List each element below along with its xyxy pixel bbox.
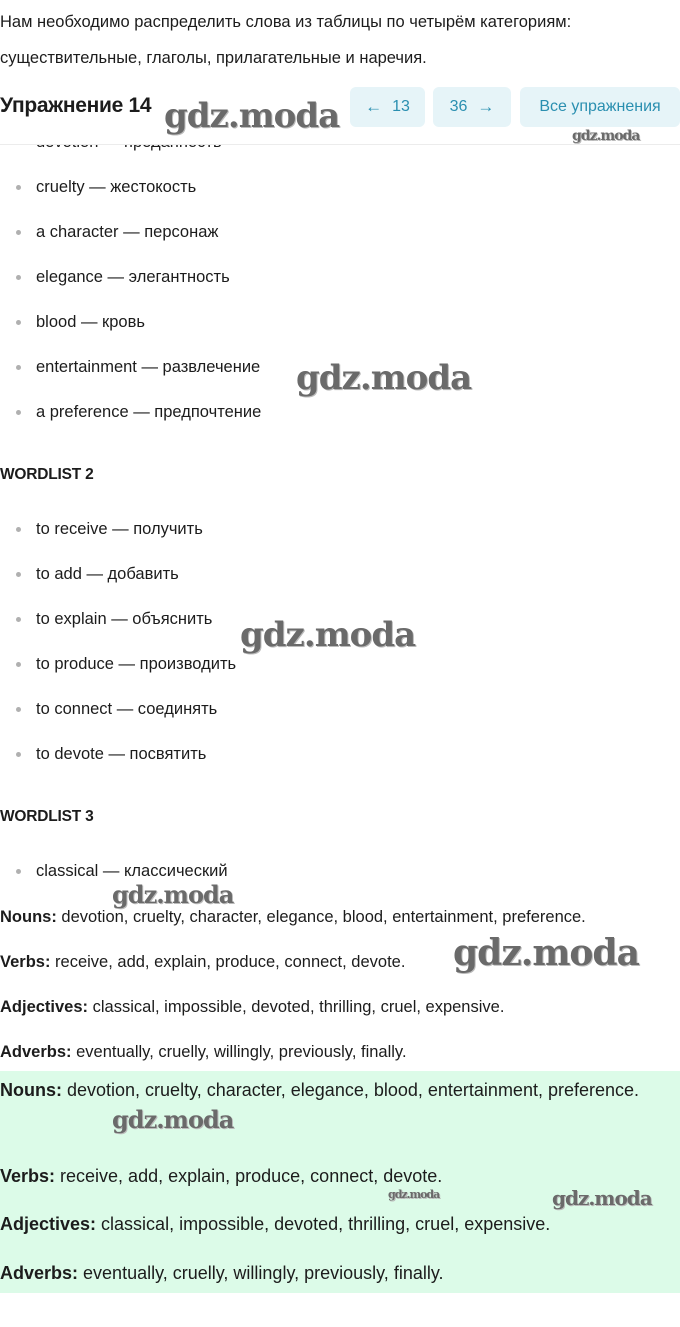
adverbs-text: eventually, cruelly, willingly, previously, finally. <box>71 1043 407 1061</box>
next-exercise-button[interactable] <box>433 87 511 127</box>
bullet-icon <box>16 365 21 370</box>
wordlist-2-heading: WORDLIST 2 <box>0 466 94 483</box>
verbs-label: Verbs: <box>0 953 51 971</box>
list-item <box>0 390 261 435</box>
watermark: gdz.moda <box>112 1105 234 1134</box>
wordlist-2 <box>0 507 236 777</box>
list-item-text: classical — классический <box>36 862 228 880</box>
bullet-icon <box>16 707 21 712</box>
wordlist-3-heading: WORDLIST 3 <box>0 808 94 825</box>
watermark: gdz.moda <box>112 880 234 909</box>
list-item <box>0 732 236 777</box>
next-exercise-label: 36 <box>449 98 468 115</box>
highlight-nouns <box>0 1071 640 1110</box>
list-item-text: a character — персонаж <box>36 223 219 241</box>
all-exercises-button[interactable]: Все упражнения <box>520 87 680 127</box>
bullet-icon <box>16 230 21 235</box>
nouns-label: Nouns: <box>0 908 57 926</box>
bullet-icon <box>16 275 21 280</box>
answer-highlight-box <box>0 1071 680 1293</box>
nouns-text: devotion, cruelty, character, elegance, blood, entertainment, preference. <box>56 908 586 926</box>
watermark: gdz.moda <box>164 96 340 136</box>
arrow-left-icon: ← <box>365 97 383 116</box>
list-item <box>0 687 236 732</box>
list-item <box>0 300 261 345</box>
list-item-text: to devote — посвятить <box>36 745 207 763</box>
watermark: gdz.moda <box>296 358 472 398</box>
bullet-icon <box>16 320 21 325</box>
list-item <box>0 165 261 210</box>
watermark: gdz.moda <box>453 932 639 974</box>
bullet-icon <box>16 869 21 874</box>
list-item-text: to produce — производить <box>36 655 237 673</box>
list-item-text: cruelty — жестокость <box>36 178 197 196</box>
list-item <box>0 255 261 300</box>
bullet-icon <box>16 527 21 532</box>
bullet-icon <box>16 617 21 622</box>
exercise-header <box>0 84 680 145</box>
adjectives-text: classical, impossible, devoted, thrilling, cruel, expensive. <box>96 1214 551 1234</box>
bullet-icon <box>16 185 21 190</box>
watermark: gdz.moda <box>552 1186 652 1210</box>
list-item <box>0 642 236 687</box>
list-item-text: to connect — соединять <box>36 700 218 718</box>
bullet-icon <box>16 662 21 667</box>
watermark: gdz.moda <box>240 615 416 655</box>
wordlist-3 <box>0 849 228 894</box>
list-item-text: to receive — получить <box>36 520 203 538</box>
list-item-text: a preference — предпочтение <box>36 403 262 421</box>
list-item <box>0 552 236 597</box>
answer-adjectives <box>0 998 676 1017</box>
intro-text: Нам необходимо распределить слова из таблицы по четырём категориям: существительные, глаголы, прилагательные и наречия. <box>0 13 572 67</box>
answer-verbs <box>0 953 676 972</box>
bullet-icon <box>16 410 21 415</box>
highlight-verbs <box>0 1157 676 1196</box>
highlight-adverbs <box>0 1254 676 1293</box>
prev-exercise-button[interactable] <box>350 87 425 127</box>
adjectives-text: classical, impossible, devoted, thrilling, cruel, expensive. <box>88 998 505 1016</box>
list-item <box>0 345 261 390</box>
list-item <box>0 849 228 894</box>
verbs-text: receive, add, explain, produce, connect, devote. <box>50 953 406 971</box>
bullet-icon <box>16 752 21 757</box>
list-item <box>0 597 236 642</box>
adjectives-label: Adjectives: <box>0 998 89 1016</box>
adverbs-text: eventually, cruelly, willingly, previously, finally. <box>78 1263 444 1283</box>
list-item-text: entertainment — развлечение <box>36 358 261 376</box>
list-item-text: elegance — элегантность <box>36 268 230 286</box>
nouns-text: devotion, cruelty, character, elegance, blood, entertainment, preference. <box>62 1080 640 1100</box>
answer-adverbs <box>0 1043 676 1062</box>
list-item-text: to add — добавить <box>36 565 179 583</box>
prev-exercise-label: 13 <box>392 98 410 115</box>
adverbs-label: Adverbs: <box>0 1263 79 1283</box>
verbs-text: receive, add, explain, produce, connect, devote. <box>55 1166 443 1186</box>
arrow-right-icon: → <box>477 97 495 116</box>
list-item <box>0 507 236 552</box>
list-item <box>0 210 261 255</box>
adverbs-label: Adverbs: <box>0 1043 72 1061</box>
bullet-icon <box>16 572 21 577</box>
verbs-label: Verbs: <box>0 1166 56 1186</box>
wordlist-1 <box>0 120 261 435</box>
page-title: Упражнение 14 <box>0 94 152 117</box>
adjectives-label: Adjectives: <box>0 1214 97 1234</box>
nouns-label: Nouns: <box>0 1080 62 1100</box>
answer-nouns <box>0 908 676 927</box>
watermark: gdz.moda <box>572 128 640 144</box>
watermark: gdz.moda <box>388 1188 440 1201</box>
list-item-text: to explain — объяснить <box>36 610 213 628</box>
highlight-adjectives <box>0 1205 676 1244</box>
list-item-text: blood — кровь <box>36 313 145 331</box>
